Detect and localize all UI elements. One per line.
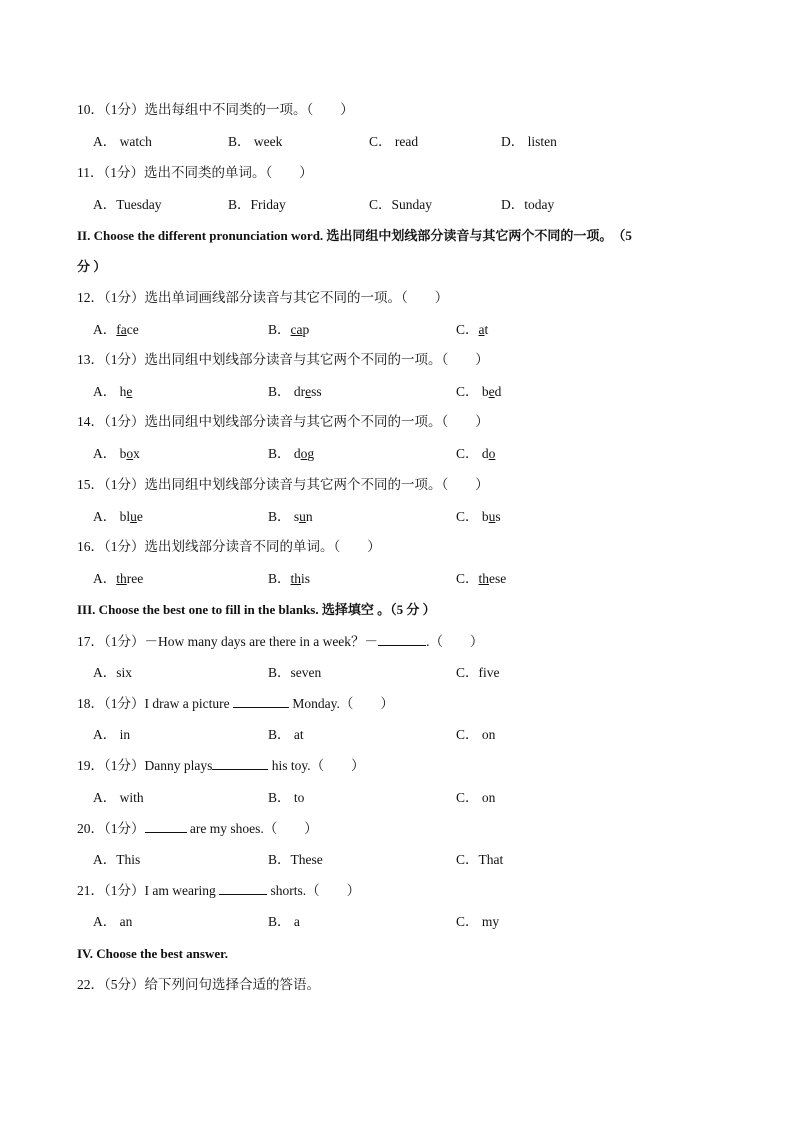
question-13-option-b: B． dress <box>268 384 322 399</box>
question-12-option-c: C．at <box>456 322 489 337</box>
question-15-option-b: B． sun <box>268 509 313 524</box>
question-13-option-c: C． bed <box>456 384 502 399</box>
question-17-option-c: C．five <box>456 665 500 680</box>
question-21-option-b: B． a <box>268 914 300 929</box>
question-18-option-b: B． at <box>268 727 304 742</box>
question-18-option-a: A． in <box>93 727 131 742</box>
question-21-option-a: A． an <box>93 914 133 929</box>
question-20-option-a: A．This <box>93 852 141 867</box>
section-4-heading: IV. Choose the best answer. <box>77 946 228 961</box>
question-22-stem: 22．（5分）给下列问句选择合适的答语。 <box>77 977 320 992</box>
question-18-stem: 18．（1分）I draw a picture Monday.（ ） <box>77 696 394 711</box>
question-19-option-c: C． on <box>456 790 496 805</box>
answer-blank <box>219 882 267 895</box>
question-11-option-d: D．today <box>501 197 555 212</box>
question-14-option-a: A． box <box>93 446 140 461</box>
question-16-option-b: B．this <box>268 571 311 586</box>
question-10-option-d: D． listen <box>501 134 557 149</box>
question-10-option-b: B． week <box>228 134 283 149</box>
question-12-stem: 12．（1分）选出单词画线部分读音与其它不同的一项。（ ） <box>77 290 449 305</box>
question-17-option-b: B．seven <box>268 665 322 680</box>
question-16-stem: 16．（1分）选出划线部分读音不同的单词。（ ） <box>77 539 381 554</box>
answer-blank <box>145 820 187 833</box>
question-20-option-c: C．That <box>456 852 504 867</box>
question-15-stem: 15．（1分）选出同组中划线部分读音与其它两个不同的一项。（ ） <box>77 477 489 492</box>
question-19-option-a: A． with <box>93 790 144 805</box>
question-19-stem: 19．（1分）Danny plays his toy.（ ） <box>77 758 365 773</box>
question-14-option-c: C． do <box>456 446 496 461</box>
question-13-option-a: A． he <box>93 384 133 399</box>
section-2-heading: II. Choose the different pronunciation word. 选出同组中划线部分读音与其它两个不同的一项。 （5 <box>77 228 632 243</box>
question-11-stem: 11．（1分）选出不同类的单词。（ ） <box>77 165 313 180</box>
question-14-option-b: B． dog <box>268 446 315 461</box>
section-3-heading: III. Choose the best one to fill in the blanks. 选择填空 。（5 分 ） <box>77 602 436 617</box>
question-12-option-b: B．cap <box>268 322 310 337</box>
question-16-option-a: A．three <box>93 571 144 586</box>
question-20-option-b: B．These <box>268 852 323 867</box>
question-12-option-a: A．face <box>93 322 139 337</box>
question-14-stem: 14．（1分）选出同组中划线部分读音与其它两个不同的一项。（ ） <box>77 414 489 429</box>
question-15-option-c: C． bus <box>456 509 501 524</box>
question-18-option-c: C． on <box>456 727 496 742</box>
question-10-option-a: A． watch <box>93 134 152 149</box>
question-16-option-c: C．these <box>456 571 507 586</box>
question-19-option-b: B． to <box>268 790 305 805</box>
question-11-option-a: A．Tuesday <box>93 197 162 212</box>
question-21-stem: 21．（1分）I am wearing shorts.（ ） <box>77 883 361 898</box>
question-17-option-a: A．six <box>93 665 133 680</box>
section-2-heading-cont: 分 ） <box>77 259 107 274</box>
answer-blank <box>233 695 289 708</box>
question-11-option-c: C．Sunday <box>369 197 433 212</box>
question-15-option-a: A． blue <box>93 509 143 524</box>
question-20-stem: 20．（1分） are my shoes.（ ） <box>77 821 318 836</box>
question-10-stem: 10．（1分）选出每组中不同类的一项。（ ） <box>77 102 354 117</box>
question-13-stem: 13．（1分）选出同组中划线部分读音与其它两个不同的一项。（ ） <box>77 352 489 367</box>
answer-blank <box>378 633 426 646</box>
question-21-option-c: C． my <box>456 914 500 929</box>
question-10-option-c: C． read <box>369 134 419 149</box>
answer-blank <box>212 757 268 770</box>
question-17-stem: 17．（1分）－How many days are there in a week？－ .（ ） <box>77 634 484 649</box>
question-11-option-b: B．Friday <box>228 197 286 212</box>
